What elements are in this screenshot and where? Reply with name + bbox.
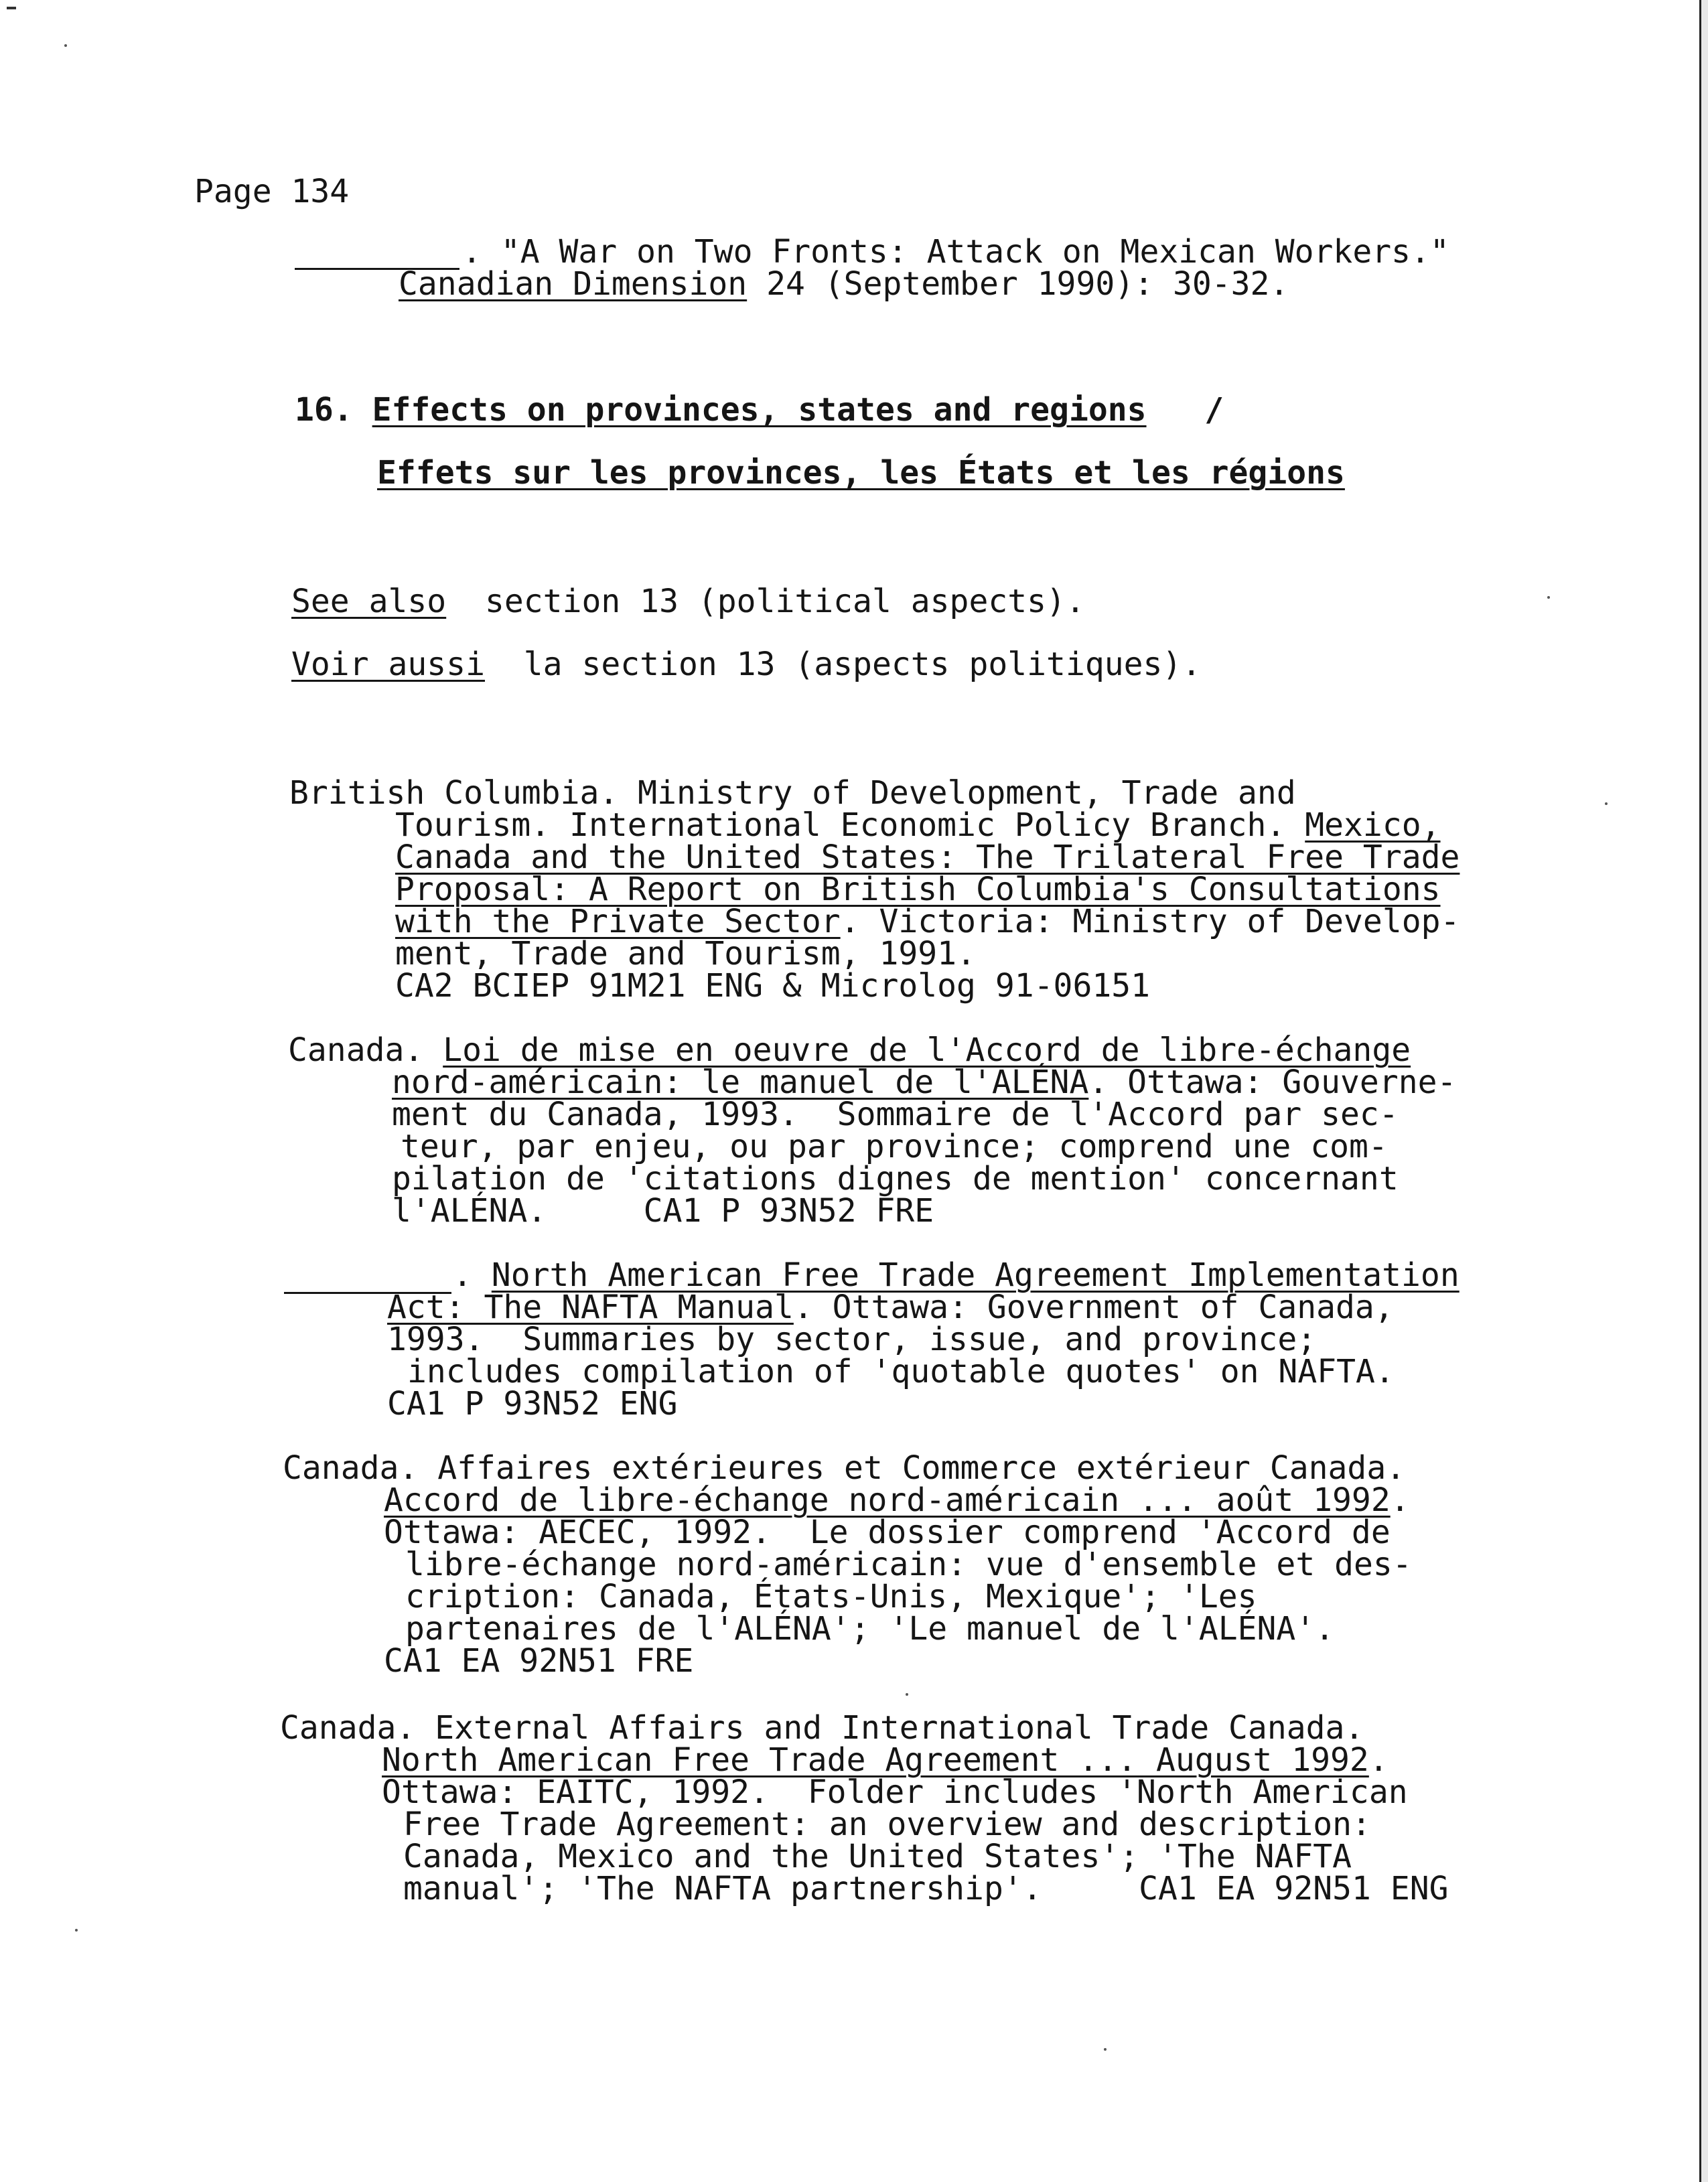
- voir-aussi-text: la section 13 (aspects politiques).: [523, 646, 1202, 683]
- citation-line: [387, 1289, 1394, 1326]
- section-slash: /: [1204, 391, 1224, 429]
- section-title-en-line: [295, 391, 1224, 429]
- scan-speck: [1104, 2048, 1107, 2051]
- section-title-fr-line: [377, 454, 1345, 492]
- citation-author: Canada. External Affairs and International Trade Canada.: [280, 1709, 1364, 1747]
- citation-text: .: [1390, 1481, 1410, 1519]
- citation-line: pilation de 'citations dignes de mention' concernant: [392, 1160, 1399, 1197]
- citation-title: Canada and the United States: The Trilateral Free Trade: [395, 839, 1460, 876]
- see-also-text: section 13 (political aspects).: [484, 583, 1085, 620]
- citation-line: British Columbia. Ministry of Development, Trade and: [289, 774, 1296, 812]
- section-title-en: Effects on provinces, states and regions: [372, 391, 1147, 429]
- call-number: CA1 EA 92N51 FRE: [384, 1642, 694, 1680]
- citation-text: . Victoria: Ministry of Develop-: [840, 903, 1460, 940]
- citation-line: partenaires de l'ALÉNA'; 'Le manuel de l'ALÉNA'.: [405, 1610, 1335, 1648]
- scan-speck: [906, 1693, 908, 1696]
- citation-line: [384, 1481, 1410, 1519]
- scan-mark: [7, 7, 16, 9]
- citation-title: Mexico,: [1305, 806, 1441, 844]
- citation-text: . Ottawa: Government of Canada,: [793, 1289, 1394, 1326]
- scan-speck: [64, 44, 67, 47]
- citation-title: nord-américain: le manuel de l'ALÉNA: [392, 1064, 1089, 1101]
- citation-title: North American Free Trade Agreement ... August 1992: [382, 1741, 1369, 1779]
- citation-line: cription: Canada, États-Unis, Mexique'; 'Les: [405, 1578, 1257, 1615]
- citation-author: Canada. Affaires extérieures et Commerce extérieur Canada.: [283, 1449, 1406, 1487]
- citation-details: 24 (September 1990): 30-32.: [747, 265, 1289, 303]
- citation-line: Free Trade Agreement: an overview and description:: [403, 1806, 1371, 1843]
- call-number: CA1 P 93N52 ENG: [387, 1385, 678, 1423]
- page-edge-scan-border: [1699, 0, 1708, 2182]
- section-title-fr: Effets sur les provinces, les États et les régions: [377, 454, 1345, 492]
- citation-line: Canada, Mexico and the United States'; 'The NAFTA: [403, 1838, 1352, 1875]
- voir-aussi-label: Voir aussi: [291, 646, 485, 683]
- citation-line: includes compilation of 'quotable quotes' on NAFTA.: [407, 1353, 1395, 1390]
- citation-title: Proposal: A Report on British Columbia's Consultations: [395, 871, 1441, 908]
- citation-line: [453, 1256, 1460, 1294]
- call-number: CA2 BCIEP 91M21 ENG & Microlog 91-06151: [395, 967, 1151, 1005]
- citation-line: 1993. Summaries by sector, issue, and province;: [387, 1321, 1317, 1358]
- citation-author: Canada.: [288, 1031, 443, 1069]
- page-header: Page 134: [194, 173, 350, 210]
- citation-title: with the Private Sector: [395, 903, 841, 940]
- section-number: 16.: [295, 391, 353, 429]
- citation-title: Loi de mise en oeuvre de l'Accord de libre-échange: [443, 1031, 1411, 1069]
- voir-aussi-line: [291, 646, 1202, 683]
- citation-text: Tourism. International Economic Policy Branch.: [395, 806, 1305, 844]
- citation-line: [382, 1741, 1389, 1779]
- scan-speck: [1605, 802, 1608, 805]
- citation-line: Ottawa: EAITC, 1992. Folder includes 'North American: [382, 1773, 1408, 1811]
- citation-line: [395, 806, 1441, 844]
- citation-text: . Ottawa: Gouverne-: [1088, 1064, 1457, 1101]
- citation-title: Act: The NAFTA Manual: [387, 1289, 794, 1326]
- citation-title: Accord de libre-échange nord-américain ... août 1992: [384, 1481, 1391, 1519]
- see-also-label: See also: [291, 583, 447, 620]
- citation-line: teur, par enjeu, ou par province; comprend une com-: [401, 1128, 1388, 1165]
- citation-text: .: [1368, 1741, 1389, 1779]
- citation-text: .: [453, 1256, 492, 1294]
- citation-line: Ottawa: AECEC, 1992. Le dossier comprend 'Accord de: [384, 1514, 1391, 1551]
- citation-line: [395, 905, 1460, 938]
- citation-line: [288, 1031, 1411, 1069]
- citation-title: North American Free Trade Agreement Implementation: [491, 1256, 1460, 1294]
- citation-line: manual'; 'The NAFTA partnership'. CA1 EA 92N51 ENG: [403, 1870, 1449, 1907]
- citation-title: . "A War on Two Fronts: Attack on Mexican Workers.": [462, 233, 1449, 271]
- scan-speck: [75, 1929, 78, 1932]
- citation-line: ment du Canada, 1993. Sommaire de l'Accord par sec-: [392, 1096, 1399, 1133]
- citation-source: [399, 265, 1289, 303]
- see-also-line: [291, 583, 1085, 620]
- journal-name: Canadian Dimension: [399, 265, 748, 303]
- citation-line: l'ALÉNA. CA1 P 93N52 FRE: [392, 1192, 934, 1230]
- citation-line: ment, Trade and Tourism, 1991.: [395, 935, 976, 972]
- citation-line: [392, 1064, 1457, 1101]
- citation-line: libre-échange nord-américain: vue d'ensemble et des-: [405, 1546, 1412, 1583]
- scan-speck: [1547, 596, 1550, 599]
